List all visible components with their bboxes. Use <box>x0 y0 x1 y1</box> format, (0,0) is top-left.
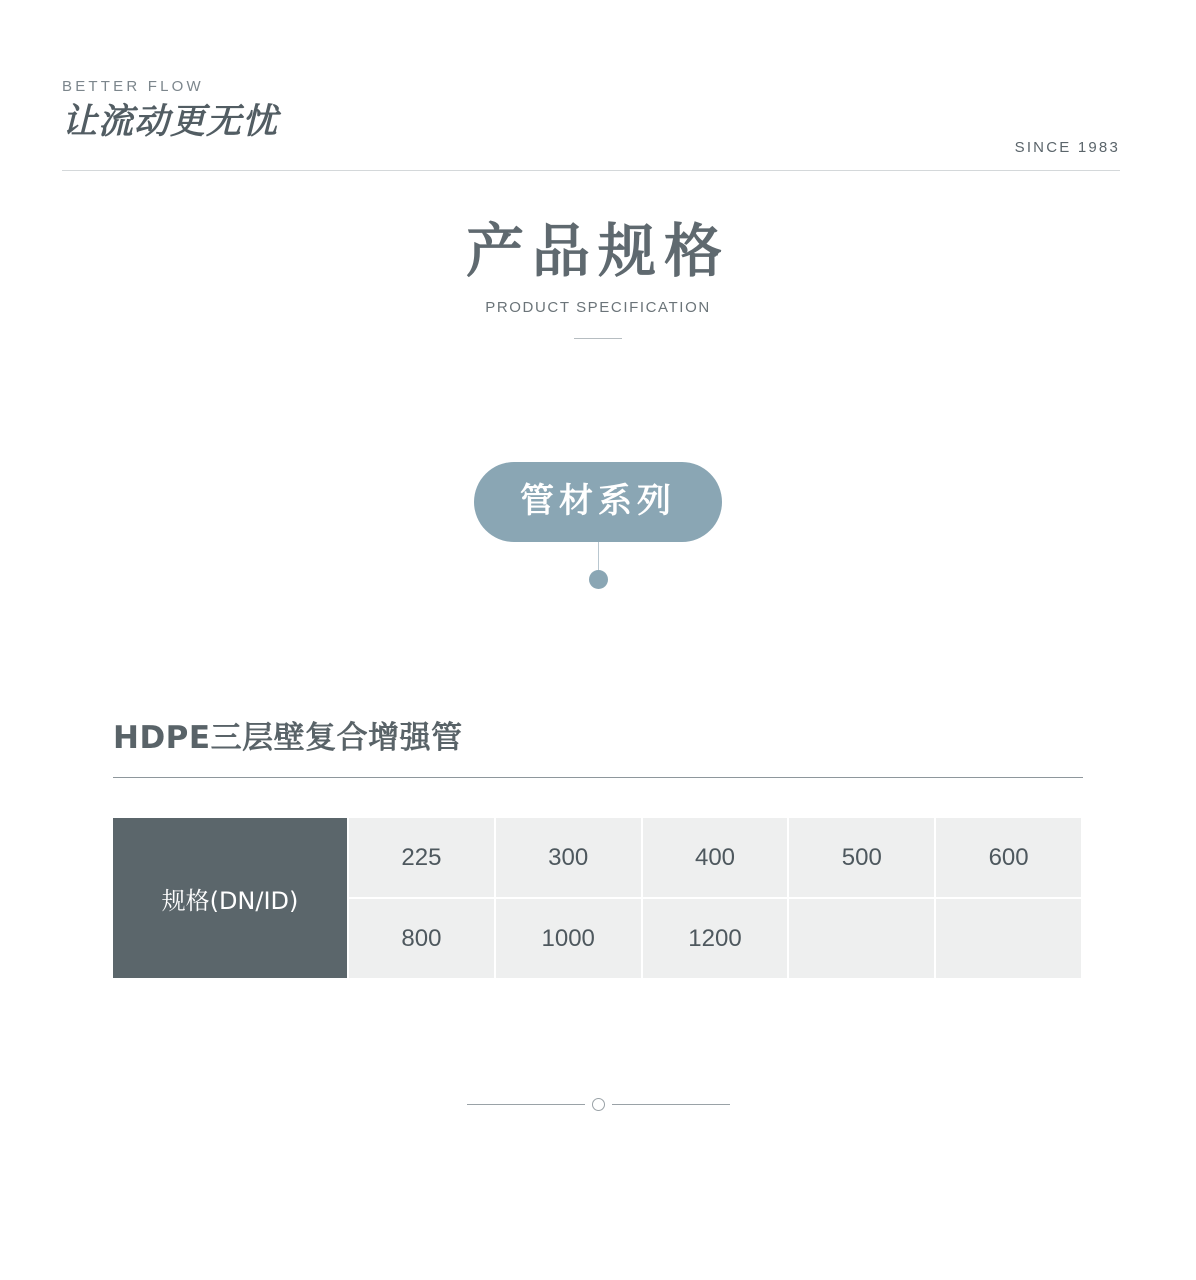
product-section-header <box>113 712 1083 778</box>
spec-cell-empty <box>788 898 935 979</box>
since-label: SINCE 1983 <box>1014 139 1120 156</box>
brand-tagline-en: BETTER FLOW <box>62 78 204 95</box>
title-divider <box>574 338 622 339</box>
page-subtitle: PRODUCT SPECIFICATION <box>485 298 711 316</box>
spec-cell: 500 <box>788 817 935 898</box>
brand-tagline-cn: 让流动更无忧 <box>62 102 279 142</box>
page-title-block <box>0 218 1196 339</box>
spec-cell: 400 <box>642 817 789 898</box>
spec-cell: 600 <box>935 817 1082 898</box>
spec-cell: 225 <box>348 817 495 898</box>
footer-ornament <box>0 1098 1196 1111</box>
product-name: HDPE三层壁复合增强管 <box>113 720 463 756</box>
spec-table <box>113 816 1083 980</box>
badge-dot <box>589 570 608 589</box>
spec-cell-empty <box>935 898 1082 979</box>
series-badge: 管材系列 <box>474 462 722 542</box>
table-row <box>113 817 1082 898</box>
ornament-circle <box>592 1098 605 1111</box>
badge-stem-line <box>598 542 599 570</box>
spec-cell: 300 <box>495 817 642 898</box>
ornament-line-right <box>612 1104 730 1105</box>
page-title: 产品规格 <box>465 217 730 285</box>
spec-cell: 1200 <box>642 898 789 979</box>
spec-row-label: 规格(DN/ID) <box>113 817 348 979</box>
series-badge-block <box>0 462 1196 589</box>
spec-cell: 800 <box>348 898 495 979</box>
spec-cell: 1000 <box>495 898 642 979</box>
section-divider <box>113 777 1083 778</box>
ornament-line-left <box>467 1104 585 1105</box>
page-header <box>62 78 1120 171</box>
